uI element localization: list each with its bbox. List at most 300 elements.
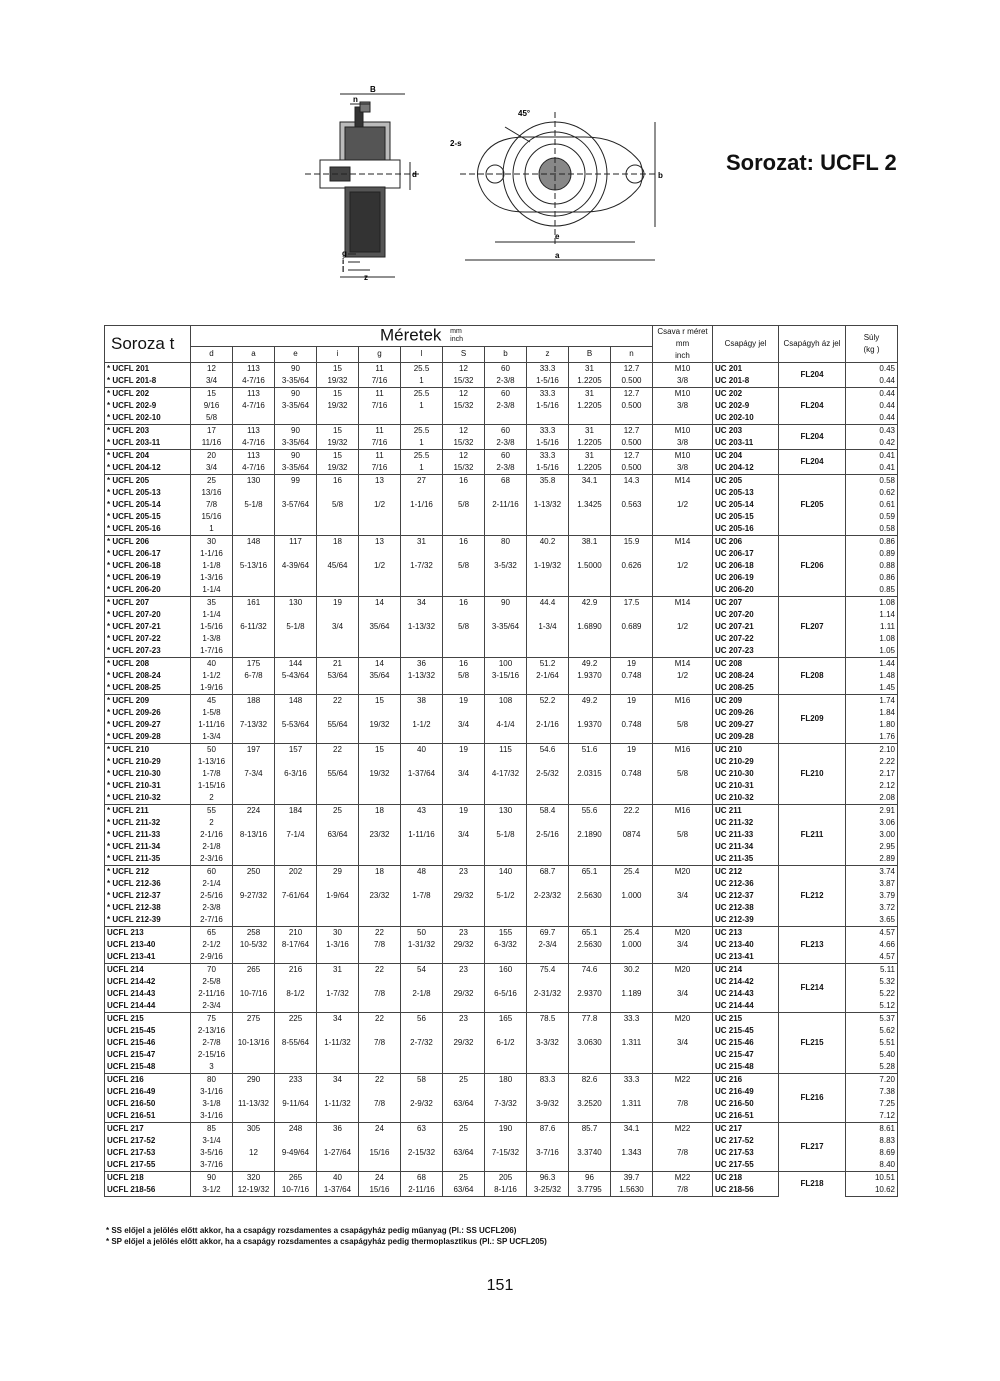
bearing-code-cell: UC 205	[713, 475, 779, 488]
bearing-code-cell: UC 210-30	[713, 768, 779, 780]
value-cell	[611, 707, 653, 719]
bearing-code-cell: UC 207-22	[713, 633, 779, 645]
weight-cell: 0.41	[846, 450, 898, 463]
value-cell	[527, 609, 569, 621]
value-cell	[653, 609, 713, 621]
value-cell: 19	[611, 658, 653, 671]
bearing-code-cell: UC 215-46	[713, 1037, 779, 1049]
value-cell: 9-11/64	[275, 1098, 317, 1110]
housing-code-cell: FL204	[779, 363, 846, 388]
value-cell	[527, 976, 569, 988]
value-cell: 202	[275, 866, 317, 879]
bearing-code-cell: UC 207-20	[713, 609, 779, 621]
weight-cell: 10.62	[846, 1184, 898, 1197]
value-cell	[359, 853, 401, 866]
housing-code-cell: FL217	[779, 1123, 846, 1172]
value-cell: 7/8	[653, 1098, 713, 1110]
bearing-code-cell: UC 216-50	[713, 1098, 779, 1110]
table-row	[105, 388, 898, 401]
value-cell: 5/8	[443, 621, 485, 633]
weight-cell: 1.48	[846, 670, 898, 682]
value-cell	[485, 1086, 527, 1098]
value-cell	[653, 1135, 713, 1147]
value-cell: 10-13/16	[233, 1037, 275, 1049]
value-cell	[401, 1025, 443, 1037]
value-cell: 3/4	[191, 462, 233, 475]
value-cell: 130	[233, 475, 275, 488]
weight-cell: 1.08	[846, 597, 898, 610]
value-cell: 7/8	[359, 939, 401, 951]
column-header-z: z	[527, 346, 569, 362]
value-cell: 2-5/16	[191, 890, 233, 902]
series-code-cell: * UCFL 206-18	[105, 560, 191, 572]
value-cell	[527, 902, 569, 914]
value-cell	[317, 1000, 359, 1013]
column-header-l: l	[401, 346, 443, 362]
series-code-cell: * UCFL 206-20	[105, 584, 191, 597]
value-cell: 113	[233, 388, 275, 401]
value-cell	[527, 682, 569, 695]
value-cell: 40	[317, 1172, 359, 1185]
value-cell	[359, 976, 401, 988]
value-cell: 33.3	[527, 425, 569, 438]
series-code-cell: * UCFL 209-28	[105, 731, 191, 744]
series-code-cell: * UCFL 210-32	[105, 792, 191, 805]
value-cell	[275, 976, 317, 988]
value-cell: 22	[359, 927, 401, 940]
column-header-i: i	[317, 346, 359, 362]
value-cell: 22	[359, 1013, 401, 1026]
value-cell	[401, 780, 443, 792]
value-cell	[275, 609, 317, 621]
value-cell	[527, 645, 569, 658]
value-cell: 1.311	[611, 1037, 653, 1049]
value-cell: 1	[401, 375, 443, 388]
value-cell: 34	[317, 1013, 359, 1026]
value-cell	[653, 412, 713, 425]
value-cell: 2-15/16	[191, 1049, 233, 1061]
value-cell	[527, 511, 569, 523]
value-cell: 19/32	[317, 462, 359, 475]
value-cell	[485, 487, 527, 499]
value-cell	[485, 792, 527, 805]
weight-cell: 2.10	[846, 744, 898, 757]
bearing-code-cell: UC 212-39	[713, 914, 779, 927]
housing-code-cell: FL218	[779, 1172, 846, 1197]
value-cell	[569, 756, 611, 768]
value-cell: 3/8	[653, 437, 713, 450]
value-cell: 16	[443, 475, 485, 488]
bearing-code-cell: UC 207-23	[713, 645, 779, 658]
value-cell	[443, 1061, 485, 1074]
value-cell: 30	[191, 536, 233, 549]
value-cell: 96.3	[527, 1172, 569, 1185]
value-cell: 3/4	[653, 939, 713, 951]
bearing-code-cell: UC 201	[713, 363, 779, 376]
value-cell: 35/64	[359, 670, 401, 682]
value-cell	[233, 707, 275, 719]
value-cell	[485, 817, 527, 829]
value-cell: M14	[653, 658, 713, 671]
value-cell: 108	[485, 695, 527, 708]
value-cell: 3/4	[317, 621, 359, 633]
value-cell	[569, 572, 611, 584]
value-cell	[443, 1025, 485, 1037]
value-cell: 39.7	[611, 1172, 653, 1185]
value-cell	[401, 1000, 443, 1013]
value-cell	[653, 756, 713, 768]
header-bearing: Csapágy jel	[713, 326, 779, 363]
value-cell: 5/8	[191, 412, 233, 425]
value-cell: 148	[233, 536, 275, 549]
value-cell	[653, 951, 713, 964]
value-cell: 3/4	[443, 768, 485, 780]
series-code-cell: UCFL 215-45	[105, 1025, 191, 1037]
bearing-code-cell: UC 214-42	[713, 976, 779, 988]
value-cell: 190	[485, 1123, 527, 1136]
weight-cell: 0.44	[846, 388, 898, 401]
value-cell: 1-37/64	[317, 1184, 359, 1197]
value-cell	[569, 902, 611, 914]
value-cell	[359, 1110, 401, 1123]
bearing-code-cell: UC 207	[713, 597, 779, 610]
value-cell: 4-17/32	[485, 768, 527, 780]
value-cell	[317, 572, 359, 584]
value-cell: 11	[359, 450, 401, 463]
value-cell: 49.2	[569, 695, 611, 708]
value-cell: 6-3/16	[275, 768, 317, 780]
value-cell: 1-1/2	[191, 670, 233, 682]
value-cell: 16	[443, 597, 485, 610]
value-cell: 43	[401, 805, 443, 818]
value-cell: 11	[359, 388, 401, 401]
value-cell: 23	[443, 866, 485, 879]
weight-cell: 3.65	[846, 914, 898, 927]
series-code-cell: * UCFL 205-16	[105, 523, 191, 536]
housing-code-cell: FL214	[779, 964, 846, 1013]
weight-cell: 0.58	[846, 475, 898, 488]
value-cell: 25.4	[611, 927, 653, 940]
value-cell: 161	[233, 597, 275, 610]
value-cell: 7/16	[359, 462, 401, 475]
value-cell	[485, 780, 527, 792]
bearing-code-cell: UC 218	[713, 1172, 779, 1185]
value-cell: 40	[401, 744, 443, 757]
value-cell: M14	[653, 475, 713, 488]
value-cell: 60	[485, 363, 527, 376]
value-cell: 58.4	[527, 805, 569, 818]
value-cell: 2.1890	[569, 829, 611, 841]
value-cell	[611, 511, 653, 523]
value-cell: 17	[191, 425, 233, 438]
value-cell: 5/8	[653, 768, 713, 780]
value-cell	[527, 853, 569, 866]
value-cell	[401, 902, 443, 914]
weight-cell: 0.43	[846, 425, 898, 438]
value-cell	[485, 511, 527, 523]
value-cell: 3-35/64	[275, 375, 317, 388]
weight-cell: 0.62	[846, 487, 898, 499]
series-code-cell: UCFL 215-46	[105, 1037, 191, 1049]
value-cell	[359, 1049, 401, 1061]
value-cell	[527, 780, 569, 792]
value-cell	[653, 511, 713, 523]
weight-cell: 5.51	[846, 1037, 898, 1049]
value-cell: 10-7/16	[233, 988, 275, 1000]
weight-cell: 3.00	[846, 829, 898, 841]
value-cell: 2-11/16	[401, 1184, 443, 1197]
value-cell	[611, 633, 653, 645]
value-cell	[275, 511, 317, 523]
value-cell	[485, 548, 527, 560]
value-cell	[485, 902, 527, 914]
bearing-code-cell: UC 212-36	[713, 878, 779, 890]
series-code-cell: * UCFL 202	[105, 388, 191, 401]
series-code-cell: * UCFL 212-36	[105, 878, 191, 890]
value-cell: 3-9/32	[527, 1098, 569, 1110]
value-cell	[233, 1135, 275, 1147]
value-cell: 25.4	[611, 866, 653, 879]
value-cell: 0.748	[611, 768, 653, 780]
value-cell: 18	[359, 805, 401, 818]
value-cell: 25	[443, 1123, 485, 1136]
value-cell: 2-5/8	[191, 976, 233, 988]
value-cell: 13	[359, 536, 401, 549]
bearing-code-cell: UC 204	[713, 450, 779, 463]
value-cell	[359, 548, 401, 560]
bearing-code-cell: UC 206-19	[713, 572, 779, 584]
value-cell: 275	[233, 1013, 275, 1026]
value-cell	[443, 817, 485, 829]
value-cell: 42.9	[569, 597, 611, 610]
value-cell: 19/32	[359, 719, 401, 731]
value-cell: 68.7	[527, 866, 569, 879]
value-cell: 3-15/16	[485, 670, 527, 682]
value-cell	[611, 584, 653, 597]
value-cell: 2-31/32	[527, 988, 569, 1000]
value-cell	[443, 1049, 485, 1061]
value-cell	[401, 853, 443, 866]
value-cell	[317, 902, 359, 914]
value-cell: 3-1/16	[191, 1086, 233, 1098]
value-cell	[569, 1025, 611, 1037]
series-code-cell: UCFL 217-55	[105, 1159, 191, 1172]
value-cell	[485, 853, 527, 866]
value-cell: 70	[191, 964, 233, 977]
value-cell: 1-1/16	[191, 548, 233, 560]
value-cell: 1-3/16	[317, 939, 359, 951]
series-code-cell: * UCFL 209	[105, 695, 191, 708]
value-cell	[275, 584, 317, 597]
housing-code-cell: FL207	[779, 597, 846, 658]
value-cell: 80	[191, 1074, 233, 1087]
value-cell	[233, 584, 275, 597]
value-cell	[233, 902, 275, 914]
value-cell	[275, 817, 317, 829]
bearing-code-cell: UC 205-13	[713, 487, 779, 499]
value-cell: 4-7/16	[233, 437, 275, 450]
value-cell: 184	[275, 805, 317, 818]
value-cell: 7-61/64	[275, 890, 317, 902]
series-code-cell: * UCFL 204-12	[105, 462, 191, 475]
value-cell	[233, 1000, 275, 1013]
value-cell	[611, 853, 653, 866]
weight-cell: 0.88	[846, 560, 898, 572]
value-cell	[527, 1159, 569, 1172]
value-cell: 3	[191, 1061, 233, 1074]
value-cell	[317, 817, 359, 829]
value-cell	[359, 1061, 401, 1074]
value-cell	[569, 1159, 611, 1172]
housing-code-cell: FL205	[779, 475, 846, 536]
value-cell: 31	[317, 964, 359, 977]
bearing-code-cell: UC 202	[713, 388, 779, 401]
series-code-cell: * UCFL 209-26	[105, 707, 191, 719]
value-cell	[611, 902, 653, 914]
value-cell	[359, 511, 401, 523]
value-cell: 1-7/32	[317, 988, 359, 1000]
weight-cell: 5.11	[846, 964, 898, 977]
value-cell: 0.748	[611, 719, 653, 731]
value-cell	[653, 523, 713, 536]
value-cell	[527, 817, 569, 829]
value-cell	[359, 523, 401, 536]
value-cell: 5-1/8	[275, 621, 317, 633]
value-cell	[485, 1061, 527, 1074]
value-cell: 90	[485, 597, 527, 610]
header-screw: Csava r méret mm inch	[653, 326, 713, 363]
value-cell: 188	[233, 695, 275, 708]
value-cell: 5/8	[317, 499, 359, 511]
column-header-B: B	[569, 346, 611, 362]
value-cell	[653, 487, 713, 499]
value-cell: 2-3/8	[485, 462, 527, 475]
value-cell	[359, 878, 401, 890]
value-cell: 12.7	[611, 425, 653, 438]
series-code-cell: * UCFL 203-11	[105, 437, 191, 450]
value-cell	[359, 756, 401, 768]
value-cell: 15/16	[359, 1147, 401, 1159]
value-cell	[359, 1000, 401, 1013]
value-cell: 90	[191, 1172, 233, 1185]
bearing-code-cell: UC 211	[713, 805, 779, 818]
value-cell	[443, 1086, 485, 1098]
value-cell	[401, 572, 443, 584]
weight-cell: 1.05	[846, 645, 898, 658]
value-cell	[233, 682, 275, 695]
value-cell: 1.9370	[569, 719, 611, 731]
value-cell	[653, 682, 713, 695]
value-cell: 1.2205	[569, 437, 611, 450]
value-cell: 14	[359, 597, 401, 610]
header-weight: Súly (kg )	[846, 326, 898, 363]
value-cell: 11-13/32	[233, 1098, 275, 1110]
value-cell	[401, 1049, 443, 1061]
value-cell	[317, 976, 359, 988]
value-cell: 2-3/16	[191, 853, 233, 866]
value-cell	[401, 511, 443, 523]
housing-code-cell: FL216	[779, 1074, 846, 1123]
value-cell: 22	[359, 964, 401, 977]
value-cell: 5-1/2	[485, 890, 527, 902]
value-cell: 15	[191, 388, 233, 401]
value-cell: 0.500	[611, 437, 653, 450]
value-cell: M10	[653, 363, 713, 376]
value-cell: 3.7795	[569, 1184, 611, 1197]
value-cell	[653, 976, 713, 988]
series-code-cell: * UCFL 205-14	[105, 499, 191, 511]
weight-cell: 5.32	[846, 976, 898, 988]
value-cell	[611, 817, 653, 829]
value-cell: 224	[233, 805, 275, 818]
dim-label-2s: 2-s	[450, 139, 462, 148]
value-cell	[569, 792, 611, 805]
value-cell	[233, 1061, 275, 1074]
series-code-cell: * UCFL 207-20	[105, 609, 191, 621]
value-cell: 113	[233, 363, 275, 376]
value-cell: 1-11/32	[317, 1098, 359, 1110]
value-cell: 0.748	[611, 670, 653, 682]
value-cell	[527, 1049, 569, 1061]
value-cell: 4-1/4	[485, 719, 527, 731]
value-cell: 19	[443, 805, 485, 818]
value-cell	[275, 902, 317, 914]
value-cell: 13/16	[191, 487, 233, 499]
value-cell	[569, 1086, 611, 1098]
value-cell	[275, 841, 317, 853]
housing-code-cell: FL206	[779, 536, 846, 597]
series-code-cell: UCFL 215-48	[105, 1061, 191, 1074]
series-code-cell: * UCFL 207	[105, 597, 191, 610]
weight-cell: 4.66	[846, 939, 898, 951]
value-cell	[485, 609, 527, 621]
value-cell: 265	[275, 1172, 317, 1185]
value-cell: 4-7/16	[233, 375, 275, 388]
footnote-sp: * SP előjel a jelölés előtt akkor, ha a csapágy rozsdamentes a csapágyház pedig thermoplasztikus (Pl.: SP UCFL205)	[106, 1237, 547, 1246]
value-cell: 3-35/64	[485, 621, 527, 633]
weight-cell: 8.69	[846, 1147, 898, 1159]
value-cell: M14	[653, 536, 713, 549]
value-cell: 0.563	[611, 499, 653, 511]
bearing-code-cell: UC 210-32	[713, 792, 779, 805]
value-cell: 12	[191, 363, 233, 376]
value-cell: 8-1/2	[275, 988, 317, 1000]
value-cell: 7/8	[359, 1037, 401, 1049]
value-cell: 25	[443, 1074, 485, 1087]
weight-cell: 0.41	[846, 462, 898, 475]
bearing-code-cell: UC 205-16	[713, 523, 779, 536]
value-cell	[317, 1025, 359, 1037]
value-cell: 85.7	[569, 1123, 611, 1136]
bearing-code-cell: UC 212-38	[713, 902, 779, 914]
table-row	[105, 927, 898, 940]
value-cell: 15	[359, 744, 401, 757]
bearing-code-cell: UC 215-48	[713, 1061, 779, 1074]
value-cell: 25.5	[401, 425, 443, 438]
value-cell	[527, 878, 569, 890]
value-cell	[233, 914, 275, 927]
value-cell	[653, 878, 713, 890]
value-cell	[485, 1159, 527, 1172]
value-cell: 1	[191, 523, 233, 536]
bearing-code-cell: UC 217-52	[713, 1135, 779, 1147]
value-cell: 58	[401, 1074, 443, 1087]
value-cell: 258	[233, 927, 275, 940]
value-cell	[233, 951, 275, 964]
value-cell: 1-13/32	[527, 499, 569, 511]
value-cell: M16	[653, 805, 713, 818]
series-code-cell: UCFL 217-52	[105, 1135, 191, 1147]
